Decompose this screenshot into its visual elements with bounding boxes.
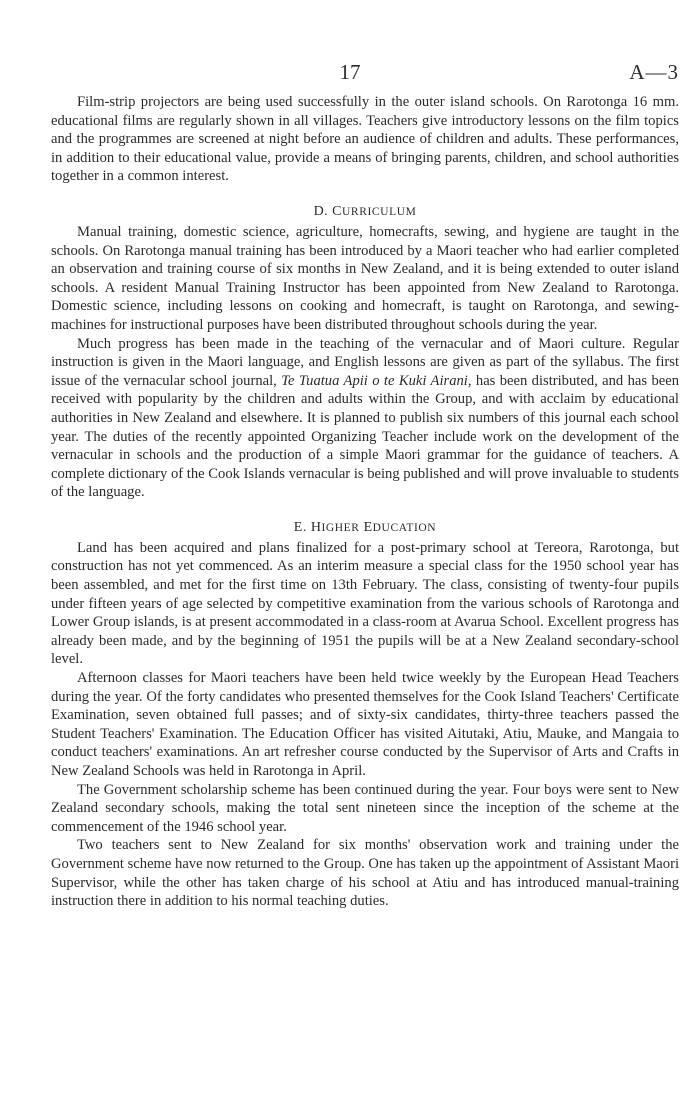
page-header xyxy=(0,60,700,84)
higher-education-paragraph-2: Afternoon classes for Maori teachers have been held twice weekly by the European Head Teachers during the year. Of the forty candidates who presented themselves for the Cook Island Teachers' Certificate Examination, seven obtained full passes; and of sixty-six candidates, thirty-three teachers passed the Student Teachers' Examination. The Education Officer has visited Aitutaki, Atiu, Mauke, and Mangaia to conduct teachers' examinations. An art refresher course conducted by the Supervisor of Arts and Crafts in New Zealand Schools was held in Rarotonga in April. xyxy=(51,670,679,779)
higher-education-heading-word2-rest: DUCATION xyxy=(372,521,437,534)
higher-education-heading-word2-first: E xyxy=(363,519,373,535)
higher-education-paragraph-3: The Government scholarship scheme has been continued during the year. Four boys were sent to New Zealand secondary schools, making the total sent nineteen since the inception of the scheme at the commencement of the 1946 school year. xyxy=(51,781,679,835)
curriculum-paragraph-2-after: , has been distributed, and has been received with popularity by the children and adults within the Group, and with acclaim by educational authorities in New Zealand and elsewhere. It is planned to publish six numbers of this journal each school year. The duties of the recently appointed Organizing Teacher include work on the development of the vernacular in schools and the production of a simple Maori grammar for the guidance of teachers. A complete dictionary of the Cook Islands vernacular is being published and will prove invaluable to students of the language. xyxy=(51,372,680,501)
higher-education-paragraph-1: Land has been acquired and plans finalized for a post-primary school at Tereora, Rarotonga, but construction has not yet commenced. As an interim measure a special class for the 1950 school year has been assembled, and met for the first time on 13th February. The class, consisting of twenty-four pupils under fifteen years of age selected by competitive examination from the various schools of Rarotonga and Lower Group islands, is at present accommodated in a class-room at Avarua School. Excellent progress has already been made, and by the beginning of 1951 the pupils will be at a New Zealand secondary-school level. xyxy=(51,539,679,668)
journal-title: Te Tuatua Apii o te Kuki Airani xyxy=(281,372,468,389)
curriculum-paragraph-2-before: Much progress has been made in the teaching of the vernacular and of Maori culture. Regular instruction is given in the Maori language, and English lessons are given as part of the syllabus. The first issue of the vernacular school journal, xyxy=(51,335,679,389)
higher-education-heading-word1: IGHER xyxy=(321,521,360,534)
curriculum-paragraph-1: Manual training, domestic science, agriculture, homecrafts, sewing, and hygiene are taught in the schools. On Rarotonga manual training has been introduced by a Maori teacher who had earlier completed an observation and training course of six months in New Zealand, and it is being extended to outer island schools. A resident Manual Training Instructor has been appointed from New Zealand to Rarotonga. Domestic science, including lessons on cooking and homecraft, is taught on Rarotonga, and sewing-machines for instructional purposes have been distributed throughout schools during the year. xyxy=(51,223,679,333)
higher-education-paragraph-4: Two teachers sent to New Zealand for six months' observation work and training under the Government scheme have now returned to the Group. One has taken up the appointment of Assistant Maori Supervisor, while the other has taken charge of his school at Atiu and has introduced manual-training instruction there in addition to his normal teaching duties. xyxy=(51,837,679,910)
curriculum-heading-letter: D. C xyxy=(313,203,343,219)
curriculum-heading-rest: URRICULUM xyxy=(342,205,417,218)
page-number: 17 xyxy=(339,60,361,84)
page-body xyxy=(51,93,679,911)
curriculum-heading xyxy=(51,203,679,221)
higher-education-heading xyxy=(51,519,679,537)
curriculum-paragraph-2 xyxy=(51,335,679,502)
document-reference: A—3 xyxy=(629,60,679,84)
higher-education-heading-letter: E. H xyxy=(293,519,322,535)
film-strip-paragraph: Film-strip projectors are being used successfully in the outer island schools. On Rarotonga 16 mm. educational films are regularly shown in all villages. Teachers give introductory lessons on the film topics and the programmes are screened at night before an audience of children and adults. These performances, in addition to their educational value, provide a means of bringing parents, children, and school authorities together in a common interest. xyxy=(51,94,679,185)
